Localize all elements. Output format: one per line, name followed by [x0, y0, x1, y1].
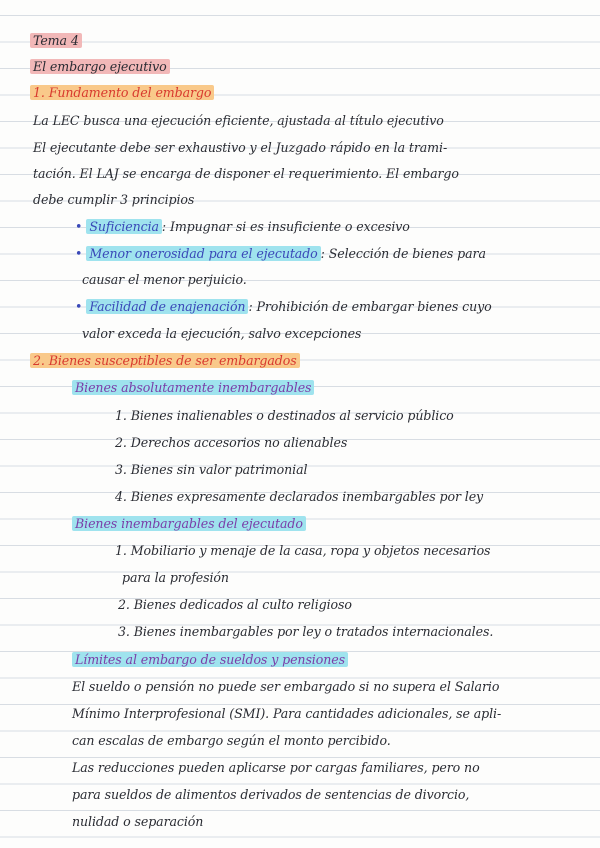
intro-line: El ejecutante debe ser exhaustivo y el Juzgado rápido en la trami-: [33, 140, 448, 155]
list-item: 3. Bienes inembargables por ley o tratados internacionales.: [118, 624, 494, 639]
principle-item: • Menor onerosidad para el ejecutado : Selección de bienes para: [75, 246, 486, 261]
paragraph-line: can escalas de embargo según el monto percibido.: [72, 733, 391, 748]
topic-label: Tema 4: [30, 33, 82, 49]
principle-continuation: causar el menor perjuicio.: [82, 272, 247, 287]
list-item: 1. Bienes inalienables o destinados al servicio público: [115, 408, 454, 423]
paragraph-line: nulidad o separación: [72, 814, 204, 829]
page-title: El embargo ejecutivo: [30, 59, 170, 75]
bullet-icon: •: [75, 299, 83, 314]
principle-continuation: valor exceda la ejecución, salvo excepciones: [82, 326, 362, 341]
subsection-heading: Límites al embargo de sueldos y pensiones: [72, 652, 348, 668]
list-item: 2. Bienes dedicados al culto religioso: [118, 597, 352, 612]
intro-line: tación. El LAJ se encarga de disponer el requerimiento. El embargo: [33, 166, 459, 181]
list-item: 1. Mobiliario y menaje de la casa, ropa y objetos necesarios: [115, 543, 491, 558]
list-item: 4. Bienes expresamente declarados inembargables por ley: [115, 489, 484, 504]
section-2-heading: 2. Bienes susceptibles de ser embargados: [30, 353, 300, 369]
intro-line: debe cumplir 3 principios: [33, 192, 195, 207]
list-item: 3. Bienes sin valor patrimonial: [115, 462, 308, 477]
list-item-continuation: para la profesión: [122, 570, 229, 585]
paragraph-line: Las reducciones pueden aplicarse por cargas familiares, pero no: [72, 760, 480, 775]
paragraph-line: Mínimo Interprofesional (SMI). Para cantidades adicionales, se apli-: [72, 706, 502, 721]
list-item: 2. Derechos accesorios no alienables: [115, 435, 348, 450]
principle-item: • Suficiencia : Impugnar si es insuficiente o excesivo: [75, 219, 410, 234]
bullet-icon: •: [75, 219, 83, 234]
subsection-heading: Bienes absolutamente inembargables: [72, 380, 314, 396]
intro-line: La LEC busca una ejecución eficiente, ajustada al título ejecutivo: [33, 113, 444, 128]
subsection-heading: Bienes inembargables del ejecutado: [72, 516, 306, 532]
principle-item: • Facilidad de enajenación : Prohibición de embargar bienes cuyo: [75, 299, 492, 314]
section-1-heading: 1. Fundamento del embargo: [30, 85, 214, 101]
paragraph-line: El sueldo o pensión no puede ser embargado si no supera el Salario: [72, 679, 500, 694]
bullet-icon: •: [75, 246, 83, 261]
paragraph-line: para sueldos de alimentos derivados de sentencias de divorcio,: [72, 787, 470, 802]
